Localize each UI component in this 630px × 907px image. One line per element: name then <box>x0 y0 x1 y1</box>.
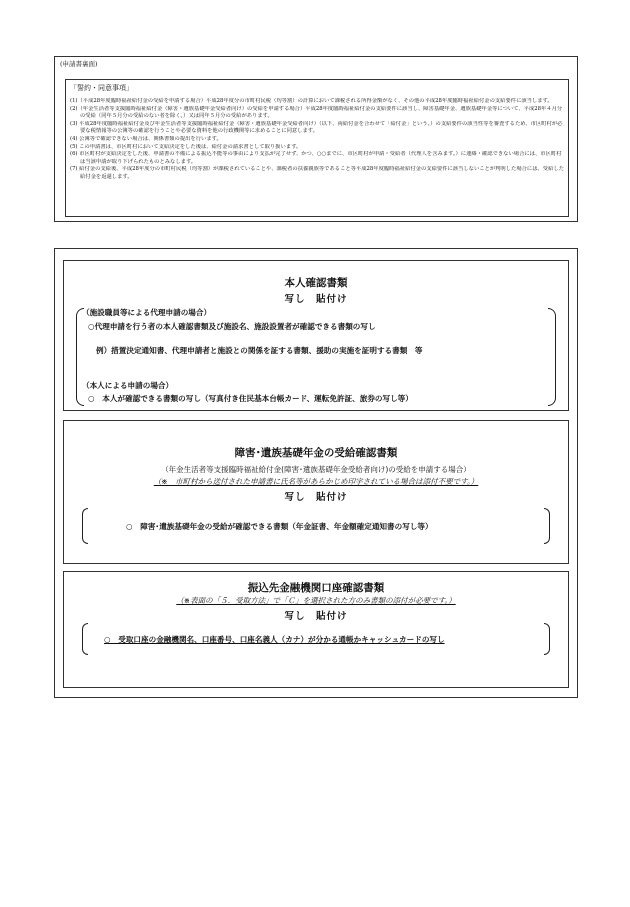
left-bracket <box>76 308 84 406</box>
consent-heading: 「誓約・同意事項」 <box>70 84 133 92</box>
attachment-section <box>54 248 578 698</box>
proxy-example: 例）措置決定通知書、代理申請者と施設との関係を証する書類、援助の実施を証明する書類 等 <box>96 346 423 355</box>
consent-item: (5) この申請書は、市区町村において支給決定をした後は、給付金の請求書として取り扱います。 <box>70 143 302 150</box>
self-header: （本人による申請の場合） <box>82 381 174 390</box>
right-bracket <box>548 308 556 406</box>
pension-title: 障害･遺族基礎年金の受給確認書類 <box>234 447 398 459</box>
bank-item: ○ 受取口座の金融機関名、口座番号、口座名義人（カナ）が分かる通帳かキャッシュカードの写し <box>104 635 445 644</box>
bank-note: （※表面の「５．受取方法」で「Ｃ」を選択された方のみ書類の添付が必要です。） <box>176 596 456 605</box>
back-side-label: (申請書裏面) <box>60 60 98 68</box>
right-bracket <box>544 508 550 544</box>
consent-item: (6) 市区町村が支給決定をした後、申請書の不備による振込不能等の事由により支払が完了せず、かつ、○○までに、市区町村が申請・受給者（代理人を含みます。）に連絡・確認できない場合には、市区町村は当該申請が取り下げられたものとみなします。 <box>70 151 562 165</box>
pension-item: ○ 障害･遺族基礎年金の受給が確認できる書類（年金証書、年金額確定通知書の写し等） <box>126 522 433 531</box>
identity-paste-label: 写し 貼付け <box>284 294 348 305</box>
left-bracket <box>82 508 88 544</box>
consent-item: (2)（年金生活者等支援臨時福祉給付金（障害・遺族基礎年金受給者向け）の受給を申請する場合）平成28年度臨時福祉給付金の支給要件に該当し、障害基礎年金、遺族基礎年金等について、平成28年４月分の受給（同年５月分の受給のない者を除く。）又は同年５月分の受給があります。 <box>70 105 563 120</box>
pension-document-panel <box>63 420 569 564</box>
consent-frame <box>65 79 569 217</box>
proxy-header: （施設職員等による代理申請の場合） <box>82 308 212 317</box>
bank-account-panel <box>63 571 569 688</box>
consent-item: (4) 公簿等で確認できない場合は、関係書類の提出を行います。 <box>70 135 222 142</box>
left-bracket <box>82 623 88 655</box>
consent-item: (7) 給付金の支給後、平成28年度分の市町村民税（均等割）が課税されていることや、課税者の扶養親族等であること等平成28年度臨時福祉給付金の支給要件に該当しないことが判明した場合には、受給した給付金を返還します。 <box>70 166 564 180</box>
proxy-item: ○代理申請を行う者の本人確認書類及び施設名、施設設置者が確認できる書類の写し <box>88 322 376 331</box>
consent-item: (3) 平成28年度臨時福祉給付金及び年金生活者等支援臨時福祉給付金（障害・遺族基礎年金受給者向け）（以下、両給付金を合わせて「給付金」という。）の支給要件の該当性等を審査するため、市区町村が必要な税情報等の公簿等の確認を行うことや必要な資料を他の行政機関等に求めることに同意します。 <box>70 120 563 135</box>
self-item: ○ 本人が確認できる書類の写し（写真付き住民基本台帳カード、運転免許証、旅券の写し等） <box>88 394 413 403</box>
identity-document-panel <box>63 260 569 411</box>
pension-note: （※ 市町村から送付された申請書に氏名等があらかじめ印字されている場合は添付不要です。） <box>153 477 479 486</box>
right-bracket <box>544 623 550 655</box>
consent-section <box>54 56 578 222</box>
bank-paste-label: 写し 貼付け <box>284 611 348 622</box>
pension-paste-label: 写し 貼付け <box>284 492 348 503</box>
pension-subtitle: （年金生活者等支援臨時福祉給付金(障害･遺族基礎年金受給者向け)の受給を申請する場合） <box>161 465 471 474</box>
consent-item: (1)（平成28年度臨時福祉給付金の受給を申請する場合）平成28年度分の市町村民税（均等割）の計算において課税される所得金額がなく、その他の平成28年度臨時福祉給付金の支給要件に該当します。 <box>70 98 553 104</box>
bank-title: 振込先金融機関口座確認書類 <box>247 582 385 594</box>
identity-title: 本人確認書類 <box>284 277 348 289</box>
consent-list <box>70 98 566 182</box>
